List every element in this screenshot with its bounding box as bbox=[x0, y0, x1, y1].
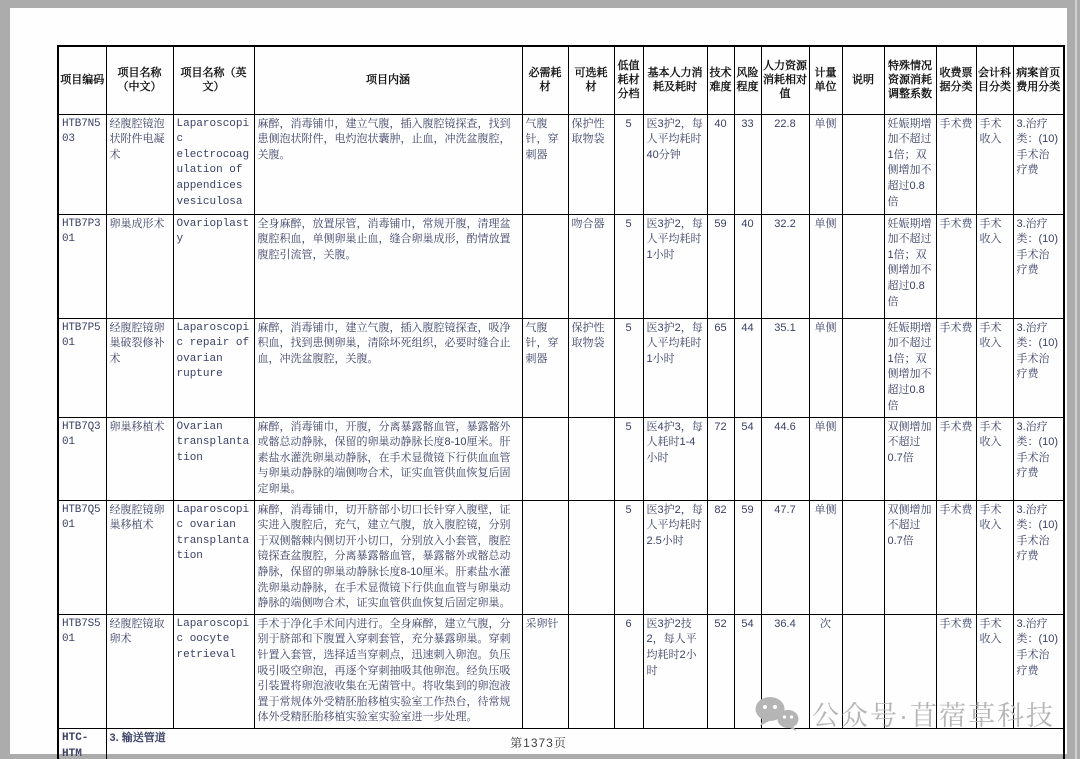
cell-name-cn: 经腹腔镜卵巢破裂修补术 bbox=[106, 318, 173, 417]
cell-tier: 5 bbox=[614, 417, 643, 500]
cell-project-code: HTB7P301 bbox=[58, 214, 106, 318]
cell-name-en: Ovarian transplantation bbox=[173, 417, 254, 500]
cell-content: 麻醉，消毒铺巾，切开脐部小切口长针穿入腹壁，证实进入腹腔后，充气，建立气腹，放入腹腔镜，分别于双侧髂棘内侧切开小切口，分别放入小套管，腹腔镜探查盆腹腔，分离暴露髂血管，暴露髂外或髂总动静脉，保留的卵巢动静脉长度8-10厘米。肝素盐水灌洗卵巢动静脉，在手术显微镜下行供血血管与卵巢动静脉的端侧吻合术，证实血管供血恢复后固定卵巢。 bbox=[254, 500, 522, 614]
header-optional-consumables: 可选耗材 bbox=[568, 46, 614, 114]
cell-note bbox=[842, 318, 884, 417]
procedure-table bbox=[57, 45, 1065, 759]
page-edge bbox=[1075, 0, 1077, 759]
cell-hr-value: 22.8 bbox=[761, 114, 809, 214]
cell-required-consumables bbox=[522, 500, 568, 614]
header-risk: 风险程度 bbox=[734, 46, 761, 114]
cell-bill-category: 手术费 bbox=[936, 614, 976, 728]
cell-record-category: 3.治疗类：(10)手术治疗费 bbox=[1013, 114, 1064, 214]
cell-hr-value: 44.6 bbox=[761, 417, 809, 500]
cell-account-category: 手术收入 bbox=[976, 214, 1013, 318]
cell-account-category: 手术收入 bbox=[976, 614, 1013, 728]
header-labor: 基本人力消耗及耗时 bbox=[643, 46, 707, 114]
cell-hr-value: 32.2 bbox=[761, 214, 809, 318]
cell-project-code: HTB7P501 bbox=[58, 318, 106, 417]
cell-unit: 次 bbox=[809, 614, 842, 728]
cell-name-en: Laparoscopic oocyte retrieval bbox=[173, 614, 254, 728]
table-row bbox=[58, 417, 1064, 500]
cell-account-category: 手术收入 bbox=[976, 500, 1013, 614]
header-hr-value: 人力资源消耗相对值 bbox=[761, 46, 809, 114]
cell-special-adjust: 妊娠期增加不超过1倍；双侧增加不超过0.8倍 bbox=[884, 114, 936, 214]
cell-name-en: Ovarioplasty bbox=[173, 214, 254, 318]
cell-required-consumables: 气腹针，穿刺器 bbox=[522, 114, 568, 214]
cell-note bbox=[842, 417, 884, 500]
cell-optional-consumables: 保护性取物袋 bbox=[568, 114, 614, 214]
watermark-text: 公众号·苜蓿草科技 bbox=[812, 701, 1055, 731]
cell-optional-consumables bbox=[568, 500, 614, 614]
cell-project-code: HTB7N503 bbox=[58, 114, 106, 214]
cell-section-label: 3. 输送管道 bbox=[106, 729, 1064, 759]
cell-labor: 医3护2，每人平均耗时2.5小时 bbox=[643, 500, 707, 614]
cell-required-consumables: 采卵针 bbox=[522, 614, 568, 728]
cell-risk: 54 bbox=[734, 417, 761, 500]
header-required-consumables: 必需耗材 bbox=[522, 46, 568, 114]
cell-required-consumables: 气腹针，穿刺器 bbox=[522, 318, 568, 417]
cell-risk: 33 bbox=[734, 114, 761, 214]
cell-difficulty: 65 bbox=[707, 318, 734, 417]
cell-risk: 59 bbox=[734, 500, 761, 614]
header-row bbox=[58, 46, 1064, 114]
header-difficulty: 技术难度 bbox=[707, 46, 734, 114]
header-unit: 计量单位 bbox=[809, 46, 842, 114]
cell-content: 麻醉，消毒铺巾，开腹，分离暴露髂血管，暴露髂外或髂总动静脉，保留的卵巢动静脉长度8-10厘米。肝素盐水灌洗卵巢动静脉，在手术显微镜下行供血血管与卵巢动静脉的端侧吻合术，证实血管供血恢复后固定卵巢。 bbox=[254, 417, 522, 500]
cell-content: 手术于净化手术间内进行。全身麻醉，建立气腹，分别于脐部和下腹置入穿刺套管，充分暴露卵巢。穿刺针置入套管，选择适当穿刺点，迅速刺入卵泡。负压吸引吸空卵泡，再逐个穿刺抽吸其他卵泡。经负压吸引装置将卵泡液收集在无菌管中。将收集到的卵泡液置于常规体外受精胚胎移植实验室工作热台，待常规体外受精胚胎移植实验室实验室进一步处理。 bbox=[254, 614, 522, 728]
document-page bbox=[10, 8, 1067, 759]
cell-name-cn: 卵巢成形术 bbox=[106, 214, 173, 318]
cell-special-adjust: 双侧增加不超过0.7倍 bbox=[884, 417, 936, 500]
cell-record-category: 3.治疗类：(10)手术治疗费 bbox=[1013, 318, 1064, 417]
cell-difficulty: 52 bbox=[707, 614, 734, 728]
cell-optional-consumables bbox=[568, 417, 614, 500]
cell-account-category: 手术收入 bbox=[976, 318, 1013, 417]
cell-special-adjust: 妊娠期增加不超过1倍；双侧增加不超过0.8倍 bbox=[884, 214, 936, 318]
cell-section-code: HTC-HTM bbox=[58, 729, 106, 759]
cell-note bbox=[842, 500, 884, 614]
cell-record-category: 3.治疗类：(10)手术治疗费 bbox=[1013, 500, 1064, 614]
table-row bbox=[58, 500, 1064, 614]
cell-content: 麻醉，消毒铺巾，建立气腹，插入腹腔镜探查，找到患侧泡状附件，电灼泡状囊肿，止血，冲洗盆腹腔，关腹。 bbox=[254, 114, 522, 214]
cell-special-adjust: 妊娠期增加不超过1倍；双侧增加不超过0.8倍 bbox=[884, 318, 936, 417]
cell-tier: 5 bbox=[614, 214, 643, 318]
cell-unit: 单侧 bbox=[809, 214, 842, 318]
cell-difficulty: 82 bbox=[707, 500, 734, 614]
cell-name-en: Laparoscopic ovarian transplantation bbox=[173, 500, 254, 614]
cell-name-en: Laparoscopic repair of ovarian rupture bbox=[173, 318, 254, 417]
cell-record-category: 3.治疗类：(10)手术治疗费 bbox=[1013, 614, 1064, 728]
cell-optional-consumables: 吻合器 bbox=[568, 214, 614, 318]
header-record-category: 病案首页费用分类 bbox=[1013, 46, 1064, 114]
cell-bill-category: 手术费 bbox=[936, 318, 976, 417]
cell-difficulty: 59 bbox=[707, 214, 734, 318]
cell-bill-category: 手术费 bbox=[936, 500, 976, 614]
cell-optional-consumables bbox=[568, 614, 614, 728]
cell-record-category: 3.治疗类：(10)手术治疗费 bbox=[1013, 214, 1064, 318]
cell-tier: 6 bbox=[614, 614, 643, 728]
cell-tier: 5 bbox=[614, 114, 643, 214]
watermark bbox=[754, 694, 1055, 733]
header-content: 项目内涵 bbox=[254, 46, 522, 114]
cell-unit: 单侧 bbox=[809, 318, 842, 417]
cell-required-consumables bbox=[522, 214, 568, 318]
header-tier: 低值耗材分档 bbox=[614, 46, 643, 114]
cell-bill-category: 手术费 bbox=[936, 417, 976, 500]
cell-unit: 单侧 bbox=[809, 114, 842, 214]
header-bill-category: 收费票据分类 bbox=[936, 46, 976, 114]
cell-required-consumables bbox=[522, 417, 568, 500]
table-row bbox=[58, 114, 1064, 214]
cell-labor: 医3护2，每人平均耗时40分钟 bbox=[643, 114, 707, 214]
header-name-cn: 项目名称（中文） bbox=[106, 46, 173, 114]
cell-bill-category: 手术费 bbox=[936, 114, 976, 214]
cell-note bbox=[842, 214, 884, 318]
cell-labor: 医3护2，每人平均耗时1小时 bbox=[643, 214, 707, 318]
cell-tier: 5 bbox=[614, 318, 643, 417]
cell-difficulty: 40 bbox=[707, 114, 734, 214]
cell-unit: 单侧 bbox=[809, 417, 842, 500]
cell-record-category: 3.治疗类：(10)手术治疗费 bbox=[1013, 417, 1064, 500]
table-row bbox=[58, 318, 1064, 417]
cell-name-cn: 卵巢移植术 bbox=[106, 417, 173, 500]
cell-note bbox=[842, 114, 884, 214]
cell-hr-value: 36.4 bbox=[761, 614, 809, 728]
wechat-icon bbox=[754, 696, 800, 732]
cell-project-code: HTB7S501 bbox=[58, 614, 106, 728]
cell-labor: 医3护2技2，每人平均耗时2小时 bbox=[643, 614, 707, 728]
cell-hr-value: 35.1 bbox=[761, 318, 809, 417]
cell-unit: 单侧 bbox=[809, 500, 842, 614]
cell-name-cn: 经腹腔镜取卵术 bbox=[106, 614, 173, 728]
cell-content: 全身麻醉，放置尿管，消毒铺巾，常规开腹，清理盆腹腔积血，单侧卵巢止血，缝合卵巢成形，酌情放置腹腔引流管，关腹。 bbox=[254, 214, 522, 318]
header-project-code: 项目编码 bbox=[58, 46, 106, 114]
header-special-adjust: 特殊情况资源消耗调整系数 bbox=[884, 46, 936, 114]
header-note: 说明 bbox=[842, 46, 884, 114]
cell-account-category: 手术收入 bbox=[976, 114, 1013, 214]
cell-project-code: HTB7Q501 bbox=[58, 500, 106, 614]
cell-tier: 5 bbox=[614, 500, 643, 614]
cell-risk: 54 bbox=[734, 614, 761, 728]
cell-name-cn: 经腹腔镜泡状附件电凝术 bbox=[106, 114, 173, 214]
cell-name-cn: 经腹腔镜卵巢移植术 bbox=[106, 500, 173, 614]
cell-account-category: 手术收入 bbox=[976, 417, 1013, 500]
cell-bill-category: 手术费 bbox=[936, 214, 976, 318]
cell-project-code: HTB7Q301 bbox=[58, 417, 106, 500]
header-account-category: 会计科目分类 bbox=[976, 46, 1013, 114]
cell-difficulty: 72 bbox=[707, 417, 734, 500]
cell-risk: 44 bbox=[734, 318, 761, 417]
cell-hr-value: 47.7 bbox=[761, 500, 809, 614]
cell-content: 麻醉，消毒铺巾，建立气腹，插入腹腔镜探查，吸净积血，找到患侧卵巢，清除坏死组织，必要时缝合止血，冲洗盆腹腔，关腹。 bbox=[254, 318, 522, 417]
table-row bbox=[58, 214, 1064, 318]
header-name-en: 项目名称（英文） bbox=[173, 46, 254, 114]
cell-risk: 40 bbox=[734, 214, 761, 318]
cell-optional-consumables: 保护性取物袋 bbox=[568, 318, 614, 417]
cell-labor: 医4护3，每人耗时1-4小时 bbox=[643, 417, 707, 500]
cell-name-en: Laparoscopic electrocoagulation of appendices vesiculosa bbox=[173, 114, 254, 214]
page-number: 第1373页 bbox=[510, 736, 567, 750]
cell-special-adjust: 双侧增加不超过0.7倍 bbox=[884, 500, 936, 614]
cell-labor: 医3护2，每人平均耗时1小时 bbox=[643, 318, 707, 417]
